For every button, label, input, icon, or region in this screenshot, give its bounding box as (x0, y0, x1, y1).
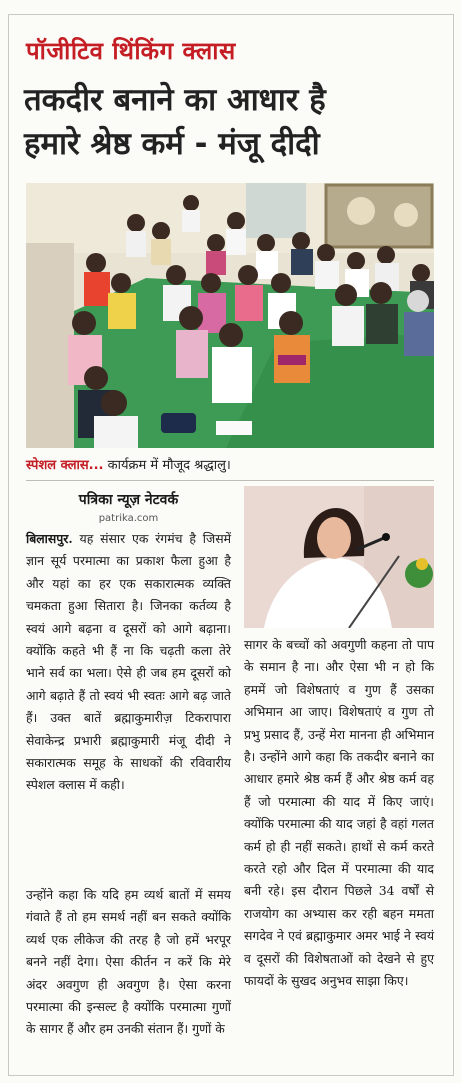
caption-text: कार्यक्रम में मौजूद श्रद्धालु। (103, 458, 231, 473)
speaker-photo (244, 486, 434, 628)
paragraph-1-text: यह संसार एक रंगमंच है जिसमें ज्ञान सूर्य परमात्मा का प्रकाश फैला हुआ है और यहां का हर एक सकारात्मक व्यक्ति चमकता हुआ सितारा है। जिनका कर्तव्य है स्वयं आगे बढ़ना व दूसरों को आगे बढ़ाना। क्योंकि कहते भी हैं ना कि चढ़ती कला तेरे भाने सर्व का भला। ऐसे ही जब हम दूसरों को आगे बढ़ाते हैं तो स्वयं भी स्वतः आगे बढ़ जाते हैं। उक्त बातें ब्रह्माकुमारीज़ टिकरापारा सेवाकेन्द्र प्रभारी ब्रह्माकुमारी मंजू दीदी ने सकारात्मक समूह के साधकों की रविवारीय स्पेशल क्लास में कही। (26, 531, 231, 793)
byline: पत्रिका न्यूज़ नेटवर्क (78, 492, 179, 508)
photo-caption (26, 455, 231, 473)
main-photo (26, 183, 434, 448)
dateline: बिलासपुर. (26, 531, 73, 546)
headline-line-2: हमारे श्रेष्ठ कर्म - मंजू दीदी (24, 126, 320, 162)
site-url: patrika.com (98, 513, 159, 524)
article-paragraph-3: सागर के बच्चों को अवगुणी कहना तो पाप के समान है ना। और ऐसा भी न हो कि हममें जो विशेषताएं व गुण हैं उसका अभिमान आ जाए। विशेषताएं व गुण तो प्रभु प्रसाद हैं, उन्हें मेरा मानना ही अभिमान है। उन्होंने आगे कहा कि तकदीर बनाने का आधार हमारे श्रेष्ठ कर्म हैं और श्रेष्ठ कर्म वह हैं जो परमात्मा की याद में किए जाएं। क्योंकि परमात्मा की याद जहां है वहां गलत कर्म हो ही नहीं सकते। हाथों से कर्म करते करते रहो और दिल में परमात्मा की याद बनी रहे। इस दौरान पिछले 34 वर्षों से राजयोग का अभ्यास कर रही बहन ममता सगदेव ने एवं ब्रह्माकुमार अमर भाई ने स्वयं व दूसरों की विशेषताओं को देखने से हुए फायदों के सुखद अनुभव साझा किए। (244, 637, 434, 989)
headline (24, 78, 444, 166)
caption-lead: स्पेशल क्लास... (26, 458, 104, 473)
caption-divider (26, 480, 434, 481)
article-paragraph-2: उन्होंने कहा कि यदि हम व्यर्थ बातों में समय गंवाते हैं तो हम समर्थ नहीं बन सकते क्योंकि व्यर्थ एक लीकेज की तरह है जो हमें भरपूर बनने नहीं देगा। ऐसा कीर्तन न करें कि मेरे अंदर अवगुण ही अवगुण है। ऐसा करना परमात्मा की इन्सल्ट है क्योंकि परमात्मा गुणों के सागर हैं और हम उनकी संतान हैं। गुणों के (26, 887, 231, 1037)
headline-line-1: तकदीर बनाने का आधार है (24, 82, 326, 118)
article-paragraph-1 (26, 528, 231, 797)
section-kicker: पॉजीटिव थिंकिंग क्लास (26, 37, 236, 65)
